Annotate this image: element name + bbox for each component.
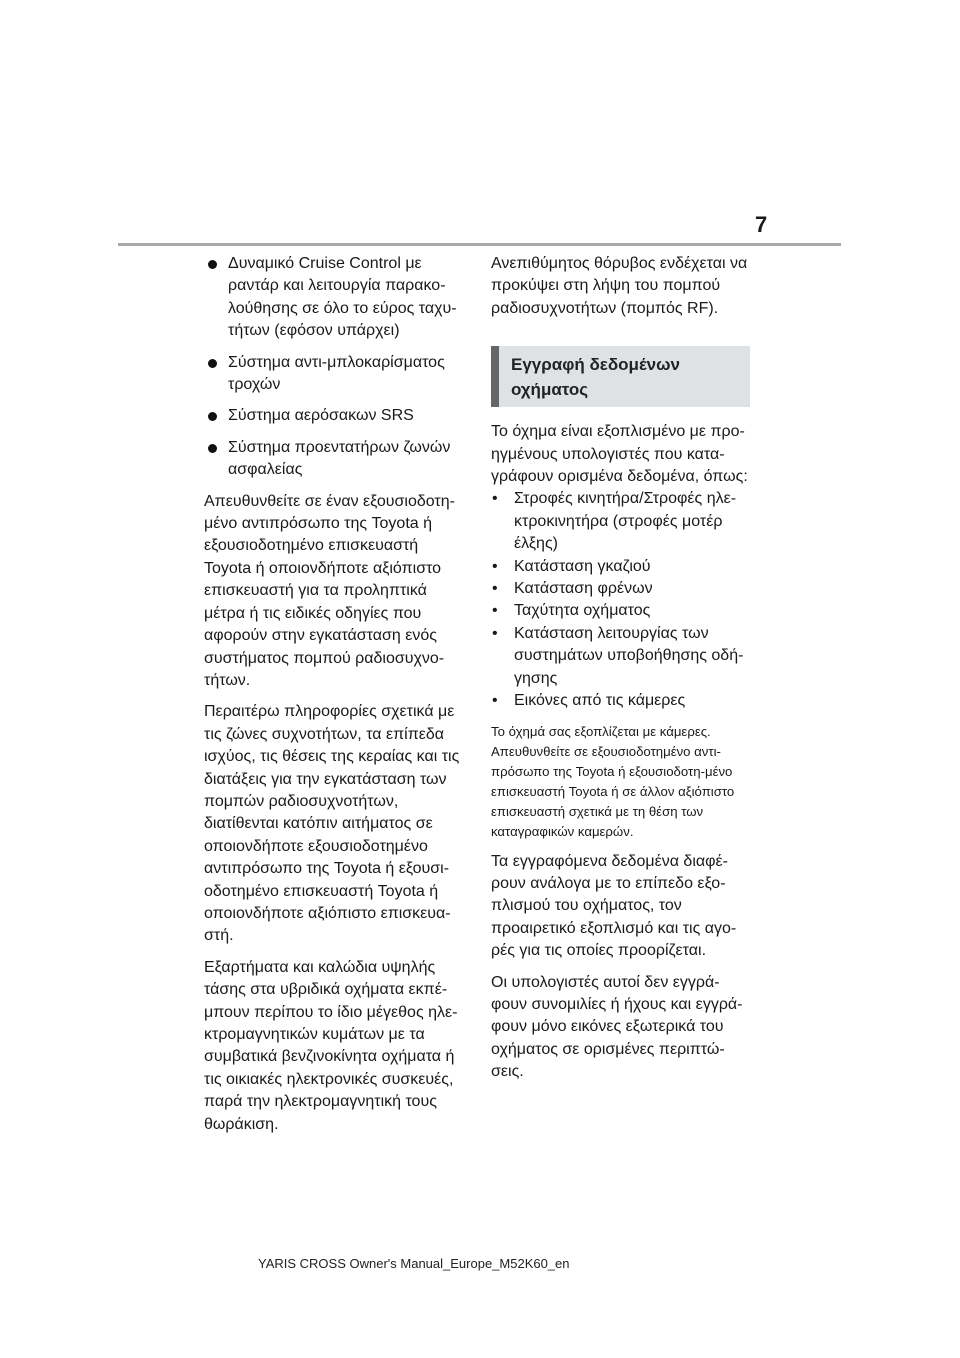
- bullet-item: [204, 437, 464, 482]
- paragraph: Περαιτέρω πληροφορίες σχετικά με τις ζώνες συχνοτήτων, τα επίπεδα ισχύος, τις θέσεις της κεραίας και τις διατάξεις για την εγκατάσταση των πομπών ραδιοσυχνοτήτων, διατίθενται κατόπιν αιτήματος σε οποιονδήποτε εξουσιοδοτημένο αντιπρόσωπο της Toyota ή εξουσι-οδοτημένο επισκευαστή Toyota ή οποιονδήποτε αξιόπιστο επισκευα-στή.: [204, 703, 460, 945]
- section-title-line: Εγγραφή δεδομένων: [511, 355, 680, 375]
- list-item-text: Εικόνες από τις κάμερες: [514, 692, 686, 710]
- paragraph: Απευθυνθείτε σε έναν εξουσιοδοτη-μένο αντιπρόσωπο της Toyota ή εξουσιοδοτημένο επισκευαστή Toyota ή οποιονδήποτε αξιόπιστο επισκευαστή για τα προληπτικά μέτρα ή τις ειδικές οδηγίες που αφορούν στην εγκατάσταση ενός συστήματος πομπού ραδιοσυχνο-τήτων.: [204, 492, 455, 689]
- list-marker: •: [492, 624, 498, 642]
- list-item: [491, 600, 751, 622]
- bullet-dot-icon: [208, 444, 217, 453]
- data-list: [491, 488, 751, 712]
- section-heading-box: [491, 346, 750, 407]
- list-item-text: Ταχύτητα οχήματος: [514, 602, 651, 620]
- section-intro: Το όχημα είναι εξοπλισμένο με προ-ηγμένους υπολογιστές που κατα-γράφουν ορισμένα δεδομένα, όπως:: [491, 423, 748, 486]
- list-item-text: Κατάσταση φρένων: [514, 580, 653, 598]
- header-rule: [118, 243, 841, 246]
- section-title-line: οχήματος: [511, 380, 589, 400]
- list-marker: •: [492, 692, 498, 710]
- note-text: Το όχημά σας εξοπλίζεται με κάμερες. Απευθυνθείτε σε εξουσιοδοτημένο αντι-πρόσωπο της Toyota ή εξουσιοδοτη-μένο επισκευαστή Toyota ή σε άλλον αξιόπιστο επισκευαστή σχετικά με τη θέση των καταγραφικών καμερών.: [491, 723, 735, 839]
- list-item: [491, 556, 751, 578]
- list-item: [491, 578, 751, 600]
- bullet-item: [204, 253, 464, 343]
- bullet-dot-icon: [208, 260, 217, 269]
- bullet-text: Σύστημα αντι-μπλοκαρίσματος τροχών: [228, 353, 445, 394]
- paragraph: Εξαρτήματα και καλώδια υψηλής τάσης στα υβριδικά οχήματα εκπέ-μπουν περίπου το ίδιο μέγεθος ηλε-κτρομαγνητικών κυμάτων με τα συμβατικά βενζινοκίνητα οχήματα ή τις οικιακές ηλεκτρονικές συσκευές, παρά την ηλεκτρομαγνητική τους θωράκιση.: [204, 958, 458, 1133]
- list-marker: •: [492, 557, 498, 575]
- page-number: 7: [755, 212, 768, 237]
- list-item: [491, 690, 751, 712]
- intro-paragraph: Ανεπιθύμητος θόρυβος ενδέχεται να προκύψει στη λήψη του πομπού ραδιοσυχνοτήτων (πομπός RF).: [491, 255, 748, 317]
- list-item-text: Κατάσταση λειτουργίας των συστημάτων υποβοήθησης οδή-γησης: [514, 624, 744, 687]
- right-column: [491, 253, 751, 1093]
- bullet-dot-icon: [208, 412, 217, 421]
- list-item-text: Στροφές κινητήρα/Στροφές ηλε-κτροκινητήρα (στροφές μοτέρ έλξης): [514, 490, 737, 553]
- bullet-item: [204, 352, 464, 397]
- bullet-item: [204, 405, 464, 427]
- section-accent-bar: [491, 346, 499, 407]
- list-marker: •: [492, 490, 498, 508]
- footer-manual-id: YARIS CROSS Owner's Manual_Europe_M52K60_en: [258, 1256, 570, 1271]
- bullet-dot-icon: [208, 359, 217, 368]
- bullet-text: Δυναμικό Cruise Control με ραντάρ και λειτουργία παρακο-λούθησης σε όλο το εύρος ταχυ-τήτων (εφόσον υπάρχει): [228, 255, 457, 340]
- list-item-text: Κατάσταση γκαζιού: [514, 557, 651, 575]
- paragraph: Τα εγγραφόμενα δεδομένα διαφέ-ρουν ανάλογα με το επίπεδο εξο-πλισμού του οχήματος, τον προαιρετικό εξοπλισμό και τις αγο-ρές για τις οποίες προορίζεται.: [491, 852, 737, 960]
- left-column: [204, 253, 464, 1145]
- list-item: [491, 488, 751, 555]
- list-marker: •: [492, 602, 498, 620]
- bullet-text: Σύστημα αερόσακων SRS: [228, 407, 414, 425]
- paragraph: Οι υπολογιστές αυτοί δεν εγγρά-φουν συνομιλίες ή ήχους και εγγρά-φουν μόνο εικόνες εξωτερικά του οχήματος σε ορισμένες περιπτώ-σεις.: [491, 973, 743, 1081]
- list-marker: •: [492, 580, 498, 598]
- bullet-text: Σύστημα προεντατήρων ζωνών ασφαλείας: [228, 438, 451, 479]
- list-item: [491, 623, 751, 690]
